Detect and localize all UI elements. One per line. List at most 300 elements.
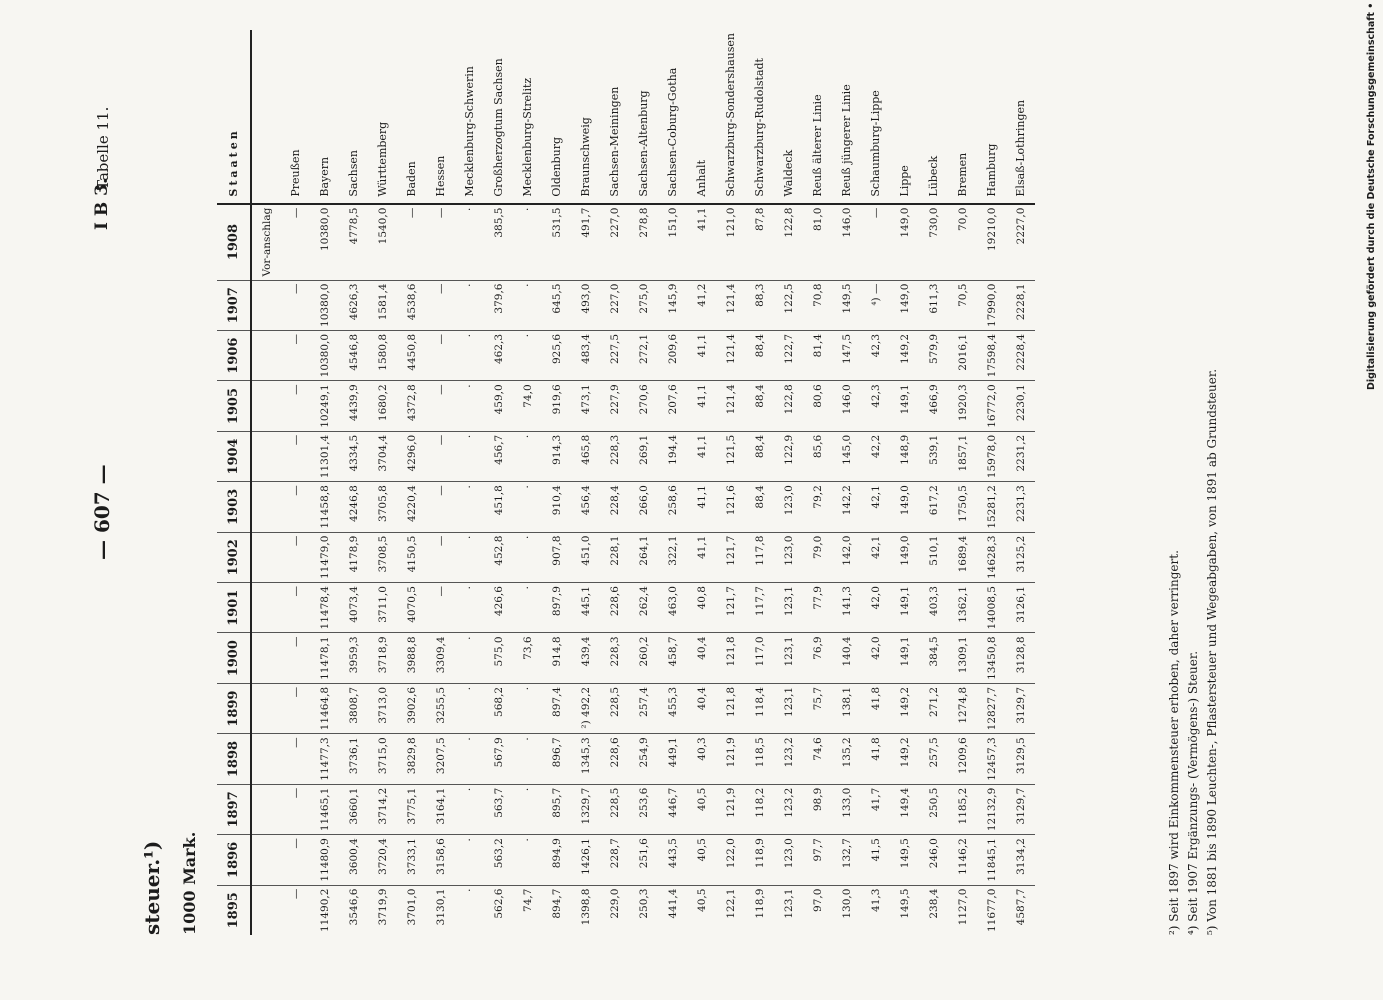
value-cell: — xyxy=(281,280,310,330)
value-cell: 118,2 xyxy=(745,784,774,834)
value-cell: 121,9 xyxy=(716,784,745,834)
state-cell: Elsaß-Lothringen xyxy=(1006,30,1035,204)
value-cell: 443,5 xyxy=(658,835,687,885)
value-cell xyxy=(251,683,281,733)
value-cell: 4546,8 xyxy=(339,330,368,380)
value-cell: 510,1 xyxy=(919,532,948,582)
value-cell: 3711,0 xyxy=(368,583,397,633)
value-cell: 3164,1 xyxy=(426,784,455,834)
value-cell: 1274,8 xyxy=(948,683,977,733)
value-cell: Vor-anschlag xyxy=(251,204,281,280)
year-header: 1904 xyxy=(217,431,251,481)
state-cell: Sachsen-Altenburg xyxy=(629,30,658,204)
state-cell: Braunschweig xyxy=(571,30,600,204)
value-cell: 4246,8 xyxy=(339,482,368,532)
value-cell: 149,5 xyxy=(890,885,919,935)
value-cell: 3207,5 xyxy=(426,734,455,784)
value-cell: 914,8 xyxy=(542,633,571,683)
table-row xyxy=(774,30,803,935)
state-cell: Lübeck xyxy=(919,30,948,204)
value-cell: — xyxy=(281,583,310,633)
value-cell: 118,5 xyxy=(745,734,774,784)
value-cell: 11479,0 xyxy=(310,532,339,582)
state-cell: Preußen xyxy=(281,30,310,204)
value-cell: 122,7 xyxy=(774,330,803,380)
value-cell: 41,1 xyxy=(687,204,716,280)
value-cell: 132,7 xyxy=(832,835,861,885)
value-cell: 41,1 xyxy=(687,381,716,431)
value-cell: 123,1 xyxy=(774,683,803,733)
value-cell: 907,8 xyxy=(542,532,571,582)
value-cell: 15281,2 xyxy=(977,482,1006,532)
value-cell: 1680,2 xyxy=(368,381,397,431)
value-cell: 88,4 xyxy=(745,381,774,431)
state-cell: Lippe xyxy=(890,30,919,204)
value-cell: — xyxy=(397,204,426,280)
value-cell: 11477,3 xyxy=(310,734,339,784)
value-cell: 79,0 xyxy=(803,532,832,582)
value-cell: 2228,1 xyxy=(1006,280,1035,330)
value-cell: 1345,3 xyxy=(571,734,600,784)
value-cell: 228,3 xyxy=(600,431,629,481)
table-row xyxy=(571,30,600,935)
value-cell xyxy=(251,784,281,834)
value-cell: 3309,4 xyxy=(426,633,455,683)
value-cell: — xyxy=(281,532,310,582)
value-cell: 278,8 xyxy=(629,204,658,280)
state-cell: Anhalt xyxy=(687,30,716,204)
value-cell: 894,9 xyxy=(542,835,571,885)
value-cell: 449,1 xyxy=(658,734,687,784)
value-cell: 41,3 xyxy=(861,885,890,935)
value-cell: 384,5 xyxy=(919,633,948,683)
value-cell: 121,8 xyxy=(716,633,745,683)
year-header: 1899 xyxy=(217,683,251,733)
value-cell: · xyxy=(455,280,484,330)
value-cell: 3701,0 xyxy=(397,885,426,935)
value-cell: 11478,1 xyxy=(310,633,339,683)
value-cell: 1362,1 xyxy=(948,583,977,633)
value-cell: 75,7 xyxy=(803,683,832,733)
value-cell: — xyxy=(281,835,310,885)
value-cell: 3125,2 xyxy=(1006,532,1035,582)
heading-fragment: steuer.¹) xyxy=(140,840,164,935)
value-cell: 2228,4 xyxy=(1006,330,1035,380)
value-cell: 910,4 xyxy=(542,482,571,532)
table-row xyxy=(861,30,890,935)
state-cell: Sachsen-Coburg-Gotha xyxy=(658,30,687,204)
page-number: — 607 — xyxy=(90,464,114,560)
value-cell: 1857,1 xyxy=(948,431,977,481)
value-cell: 118,9 xyxy=(745,835,774,885)
value-cell: 41,8 xyxy=(861,683,890,733)
value-cell: 133,0 xyxy=(832,784,861,834)
state-cell: Großherzogtum Sachsen xyxy=(484,30,513,204)
value-cell: 4070,5 xyxy=(397,583,426,633)
value-cell: · xyxy=(513,734,542,784)
value-cell: 87,8 xyxy=(745,204,774,280)
value-cell: 121,9 xyxy=(716,734,745,784)
state-cell: Baden xyxy=(397,30,426,204)
value-cell: 141,3 xyxy=(832,583,861,633)
state-cell: Sachsen xyxy=(339,30,368,204)
value-cell: 145,9 xyxy=(658,280,687,330)
value-cell: 1146,2 xyxy=(948,835,977,885)
value-cell: — xyxy=(281,784,310,834)
value-cell: 11458,8 xyxy=(310,482,339,532)
value-cell: · xyxy=(513,532,542,582)
state-cell: Schaumburg-Lippe xyxy=(861,30,890,204)
value-cell: 3808,7 xyxy=(339,683,368,733)
value-cell: 11478,4 xyxy=(310,583,339,633)
state-cell: Bremen xyxy=(948,30,977,204)
value-cell: 149,2 xyxy=(890,734,919,784)
value-cell: 41,2 xyxy=(687,280,716,330)
value-cell: 17990,0 xyxy=(977,280,1006,330)
value-cell: 563,7 xyxy=(484,784,513,834)
value-cell: 19210,0 xyxy=(977,204,1006,280)
value-cell: 76,9 xyxy=(803,633,832,683)
value-cell: 17598,4 xyxy=(977,330,1006,380)
value-cell: 645,5 xyxy=(542,280,571,330)
value-cell: 10249,1 xyxy=(310,381,339,431)
table-row xyxy=(890,30,919,935)
value-cell: 322,1 xyxy=(658,532,687,582)
value-cell: 2016,1 xyxy=(948,330,977,380)
funding-text: Digitalisierung gefördert durch die Deutsche Forschungsgemeinschaft • xyxy=(1366,2,1377,390)
value-cell: 3660,1 xyxy=(339,784,368,834)
value-cell: — xyxy=(281,885,310,935)
year-header: 1901 xyxy=(217,583,251,633)
value-cell: · xyxy=(455,482,484,532)
value-cell: — xyxy=(281,431,310,481)
year-header: 1902 xyxy=(217,532,251,582)
value-cell: 455,3 xyxy=(658,683,687,733)
value-cell: 149,5 xyxy=(890,835,919,885)
value-cell: 458,7 xyxy=(658,633,687,683)
value-cell: 228,5 xyxy=(600,784,629,834)
value-cell: 3714,2 xyxy=(368,784,397,834)
value-cell: 228,6 xyxy=(600,734,629,784)
value-cell: 73,6 xyxy=(513,633,542,683)
value-cell: 4778,5 xyxy=(339,204,368,280)
table-row xyxy=(281,30,310,935)
value-cell: 147,5 xyxy=(832,330,861,380)
state-cell xyxy=(251,30,281,204)
table-row xyxy=(803,30,832,935)
value-cell: 3546,6 xyxy=(339,885,368,935)
value-cell: 2231,2 xyxy=(1006,431,1035,481)
value-cell: 2230,1 xyxy=(1006,381,1035,431)
value-cell: 70,8 xyxy=(803,280,832,330)
value-cell: 3733,1 xyxy=(397,835,426,885)
value-cell: 121,7 xyxy=(716,583,745,633)
value-cell: 894,7 xyxy=(542,885,571,935)
value-cell: 1185,2 xyxy=(948,784,977,834)
value-cell: 459,0 xyxy=(484,381,513,431)
value-cell: 140,4 xyxy=(832,633,861,683)
value-cell: 41,1 xyxy=(687,330,716,380)
value-cell: 98,9 xyxy=(803,784,832,834)
value-cell: 118,9 xyxy=(745,885,774,935)
value-cell: 12457,3 xyxy=(977,734,1006,784)
value-cell: 1750,5 xyxy=(948,482,977,532)
state-cell: Oldenburg xyxy=(542,30,571,204)
value-cell: 11464,8 xyxy=(310,683,339,733)
value-cell: 42,3 xyxy=(861,381,890,431)
value-cell: · xyxy=(455,885,484,935)
value-cell: — xyxy=(281,381,310,431)
value-cell: 257,5 xyxy=(919,734,948,784)
value-cell: 4334,5 xyxy=(339,431,368,481)
value-cell: 253,6 xyxy=(629,784,658,834)
value-cell: 41,7 xyxy=(861,784,890,834)
state-cell: Waldeck xyxy=(774,30,803,204)
table-row xyxy=(251,30,281,935)
value-cell: · xyxy=(513,482,542,532)
value-cell: 70,5 xyxy=(948,280,977,330)
value-cell: 121,4 xyxy=(716,330,745,380)
value-cell: 41,8 xyxy=(861,734,890,784)
value-cell: 3988,8 xyxy=(397,633,426,683)
value-cell: 3704,4 xyxy=(368,431,397,481)
value-cell: 446,7 xyxy=(658,784,687,834)
funding-note xyxy=(1366,0,1377,390)
value-cell: 897,4 xyxy=(542,683,571,733)
value-cell: 258,6 xyxy=(658,482,687,532)
value-cell: 3708,5 xyxy=(368,532,397,582)
value-cell: 123,2 xyxy=(774,734,803,784)
value-cell: 16772,0 xyxy=(977,381,1006,431)
value-cell: 97,7 xyxy=(803,835,832,885)
value-cell: 227,0 xyxy=(600,280,629,330)
value-cell: 149,0 xyxy=(890,204,919,280)
table-row xyxy=(687,30,716,935)
value-cell: 257,4 xyxy=(629,683,658,733)
table-row xyxy=(919,30,948,935)
value-cell: 1581,4 xyxy=(368,280,397,330)
value-cell: 919,6 xyxy=(542,381,571,431)
value-cell: 40,5 xyxy=(687,885,716,935)
value-cell: — xyxy=(426,482,455,532)
value-cell: 123,0 xyxy=(774,835,803,885)
value-cell: 426,6 xyxy=(484,583,513,633)
value-cell xyxy=(251,734,281,784)
value-cell: — xyxy=(281,633,310,683)
value-cell xyxy=(251,280,281,330)
value-cell: · xyxy=(513,583,542,633)
value-cell: 40,5 xyxy=(687,784,716,834)
value-cell: 228,1 xyxy=(600,532,629,582)
value-cell: 451,0 xyxy=(571,532,600,582)
value-cell: 403,3 xyxy=(919,583,948,633)
value-cell: 11677,0 xyxy=(977,885,1006,935)
value-cell: 539,1 xyxy=(919,431,948,481)
value-cell: 135,2 xyxy=(832,734,861,784)
value-cell: · xyxy=(513,431,542,481)
table-row xyxy=(977,30,1006,935)
value-cell: 4150,5 xyxy=(397,532,426,582)
table-row xyxy=(832,30,861,935)
state-cell: Schwarzburg-Sondershausen xyxy=(716,30,745,204)
value-cell: — xyxy=(426,431,455,481)
value-cell: 1689,4 xyxy=(948,532,977,582)
value-cell: · xyxy=(455,784,484,834)
value-cell: 42,1 xyxy=(861,532,890,582)
value-cell: ²) 492,2 xyxy=(571,683,600,733)
value-cell: 121,4 xyxy=(716,381,745,431)
value-cell: 122,9 xyxy=(774,431,803,481)
value-cell: 12827,7 xyxy=(977,683,1006,733)
table-row xyxy=(484,30,513,935)
value-cell: 493,0 xyxy=(571,280,600,330)
value-cell xyxy=(251,431,281,481)
value-cell: 3129,7 xyxy=(1006,784,1035,834)
value-cell: 4178,9 xyxy=(339,532,368,582)
value-cell: — xyxy=(281,204,310,280)
value-cell: 81,4 xyxy=(803,330,832,380)
value-cell: 42,0 xyxy=(861,633,890,683)
value-cell: · xyxy=(513,784,542,834)
table-row xyxy=(745,30,774,935)
year-header: 1908 xyxy=(217,204,251,280)
value-cell: · xyxy=(455,532,484,582)
state-cell: Bayern xyxy=(310,30,339,204)
value-cell: 122,0 xyxy=(716,835,745,885)
value-cell: 79,2 xyxy=(803,482,832,532)
value-cell: 562,6 xyxy=(484,885,513,935)
value-cell: — xyxy=(426,532,455,582)
value-cell: 3775,1 xyxy=(397,784,426,834)
value-cell: 145,0 xyxy=(832,431,861,481)
value-cell: 123,2 xyxy=(774,784,803,834)
year-header: 1898 xyxy=(217,734,251,784)
value-cell: 250,5 xyxy=(919,784,948,834)
value-cell: · xyxy=(455,683,484,733)
value-cell: 11480,9 xyxy=(310,835,339,885)
state-cell: Reuß jüngerer Linie xyxy=(832,30,861,204)
value-cell: 1127,0 xyxy=(948,885,977,935)
value-cell: 483,4 xyxy=(571,330,600,380)
value-cell: 229,0 xyxy=(600,885,629,935)
value-cell: 3715,0 xyxy=(368,734,397,784)
value-cell: 463,0 xyxy=(658,583,687,633)
value-cell: 74,6 xyxy=(803,734,832,784)
value-cell: 579,9 xyxy=(919,330,948,380)
year-header: 1907 xyxy=(217,280,251,330)
value-cell: — xyxy=(281,734,310,784)
value-cell: 70,0 xyxy=(948,204,977,280)
value-cell: 465,8 xyxy=(571,431,600,481)
state-cell: Mecklenburg-Schwerin xyxy=(455,30,484,204)
value-cell: 228,4 xyxy=(600,482,629,532)
value-cell: 122,8 xyxy=(774,381,803,431)
value-cell: 451,8 xyxy=(484,482,513,532)
value-cell: 209,6 xyxy=(658,330,687,380)
value-cell: 88,4 xyxy=(745,482,774,532)
year-header: 1897 xyxy=(217,784,251,834)
value-cell: 146,0 xyxy=(832,204,861,280)
table-row xyxy=(1006,30,1035,935)
state-cell: Hamburg xyxy=(977,30,1006,204)
value-cell: 3719,9 xyxy=(368,885,397,935)
value-cell: 97,0 xyxy=(803,885,832,935)
value-cell: 117,0 xyxy=(745,633,774,683)
value-cell: 3720,4 xyxy=(368,835,397,885)
value-cell: — xyxy=(426,330,455,380)
value-cell: 4587,7 xyxy=(1006,885,1035,935)
value-cell: 122,1 xyxy=(716,885,745,935)
table-row xyxy=(629,30,658,935)
value-cell: · xyxy=(513,330,542,380)
value-cell: 194,4 xyxy=(658,431,687,481)
value-cell: 10380,0 xyxy=(310,204,339,280)
value-cell: 146,0 xyxy=(832,381,861,431)
state-header: Staaten xyxy=(217,30,251,204)
footnote-2: ⁴) Seit 1907 Ergänzungs- (Vermögens-) Steuer. xyxy=(1186,650,1200,935)
value-cell: 897,9 xyxy=(542,583,571,633)
value-cell: 270,6 xyxy=(629,381,658,431)
value-cell: 260,2 xyxy=(629,633,658,683)
value-cell: 142,0 xyxy=(832,532,861,582)
value-cell: 896,7 xyxy=(542,734,571,784)
value-cell: 42,2 xyxy=(861,431,890,481)
value-cell: — xyxy=(426,583,455,633)
value-cell: 40,4 xyxy=(687,683,716,733)
value-cell: 895,7 xyxy=(542,784,571,834)
value-cell: 445,1 xyxy=(571,583,600,633)
tax-table xyxy=(217,30,1035,935)
value-cell: 473,1 xyxy=(571,381,600,431)
value-cell: 80,6 xyxy=(803,381,832,431)
value-cell: 10380,0 xyxy=(310,280,339,330)
value-cell: 272,1 xyxy=(629,330,658,380)
value-cell: 121,7 xyxy=(716,532,745,582)
table-row xyxy=(600,30,629,935)
value-cell: — xyxy=(426,381,455,431)
table-row xyxy=(397,30,426,935)
year-header: 1900 xyxy=(217,633,251,683)
value-cell: 11301,4 xyxy=(310,431,339,481)
value-cell xyxy=(251,885,281,935)
value-cell: 85,6 xyxy=(803,431,832,481)
value-cell: 1398,8 xyxy=(571,885,600,935)
value-cell: 123,1 xyxy=(774,885,803,935)
value-cell: 14628,3 xyxy=(977,532,1006,582)
value-cell: 3134,2 xyxy=(1006,835,1035,885)
value-cell: 3902,6 xyxy=(397,683,426,733)
value-cell: 14008,5 xyxy=(977,583,1006,633)
value-cell: 130,0 xyxy=(832,885,861,935)
value-cell: 925,6 xyxy=(542,330,571,380)
value-cell: 3129,7 xyxy=(1006,683,1035,733)
table-body xyxy=(251,30,1035,935)
value-cell: 121,5 xyxy=(716,431,745,481)
value-cell: 262,4 xyxy=(629,583,658,633)
value-cell: — xyxy=(426,204,455,280)
value-cell: 149,2 xyxy=(890,330,919,380)
value-cell: 563,2 xyxy=(484,835,513,885)
value-cell: 149,0 xyxy=(890,482,919,532)
value-cell: 3713,0 xyxy=(368,683,397,733)
value-cell: 3130,1 xyxy=(426,885,455,935)
value-cell: 254,9 xyxy=(629,734,658,784)
value-cell: 3959,3 xyxy=(339,633,368,683)
table-row xyxy=(368,30,397,935)
value-cell: 149,1 xyxy=(890,583,919,633)
table-row xyxy=(455,30,484,935)
value-cell: 3600,4 xyxy=(339,835,368,885)
